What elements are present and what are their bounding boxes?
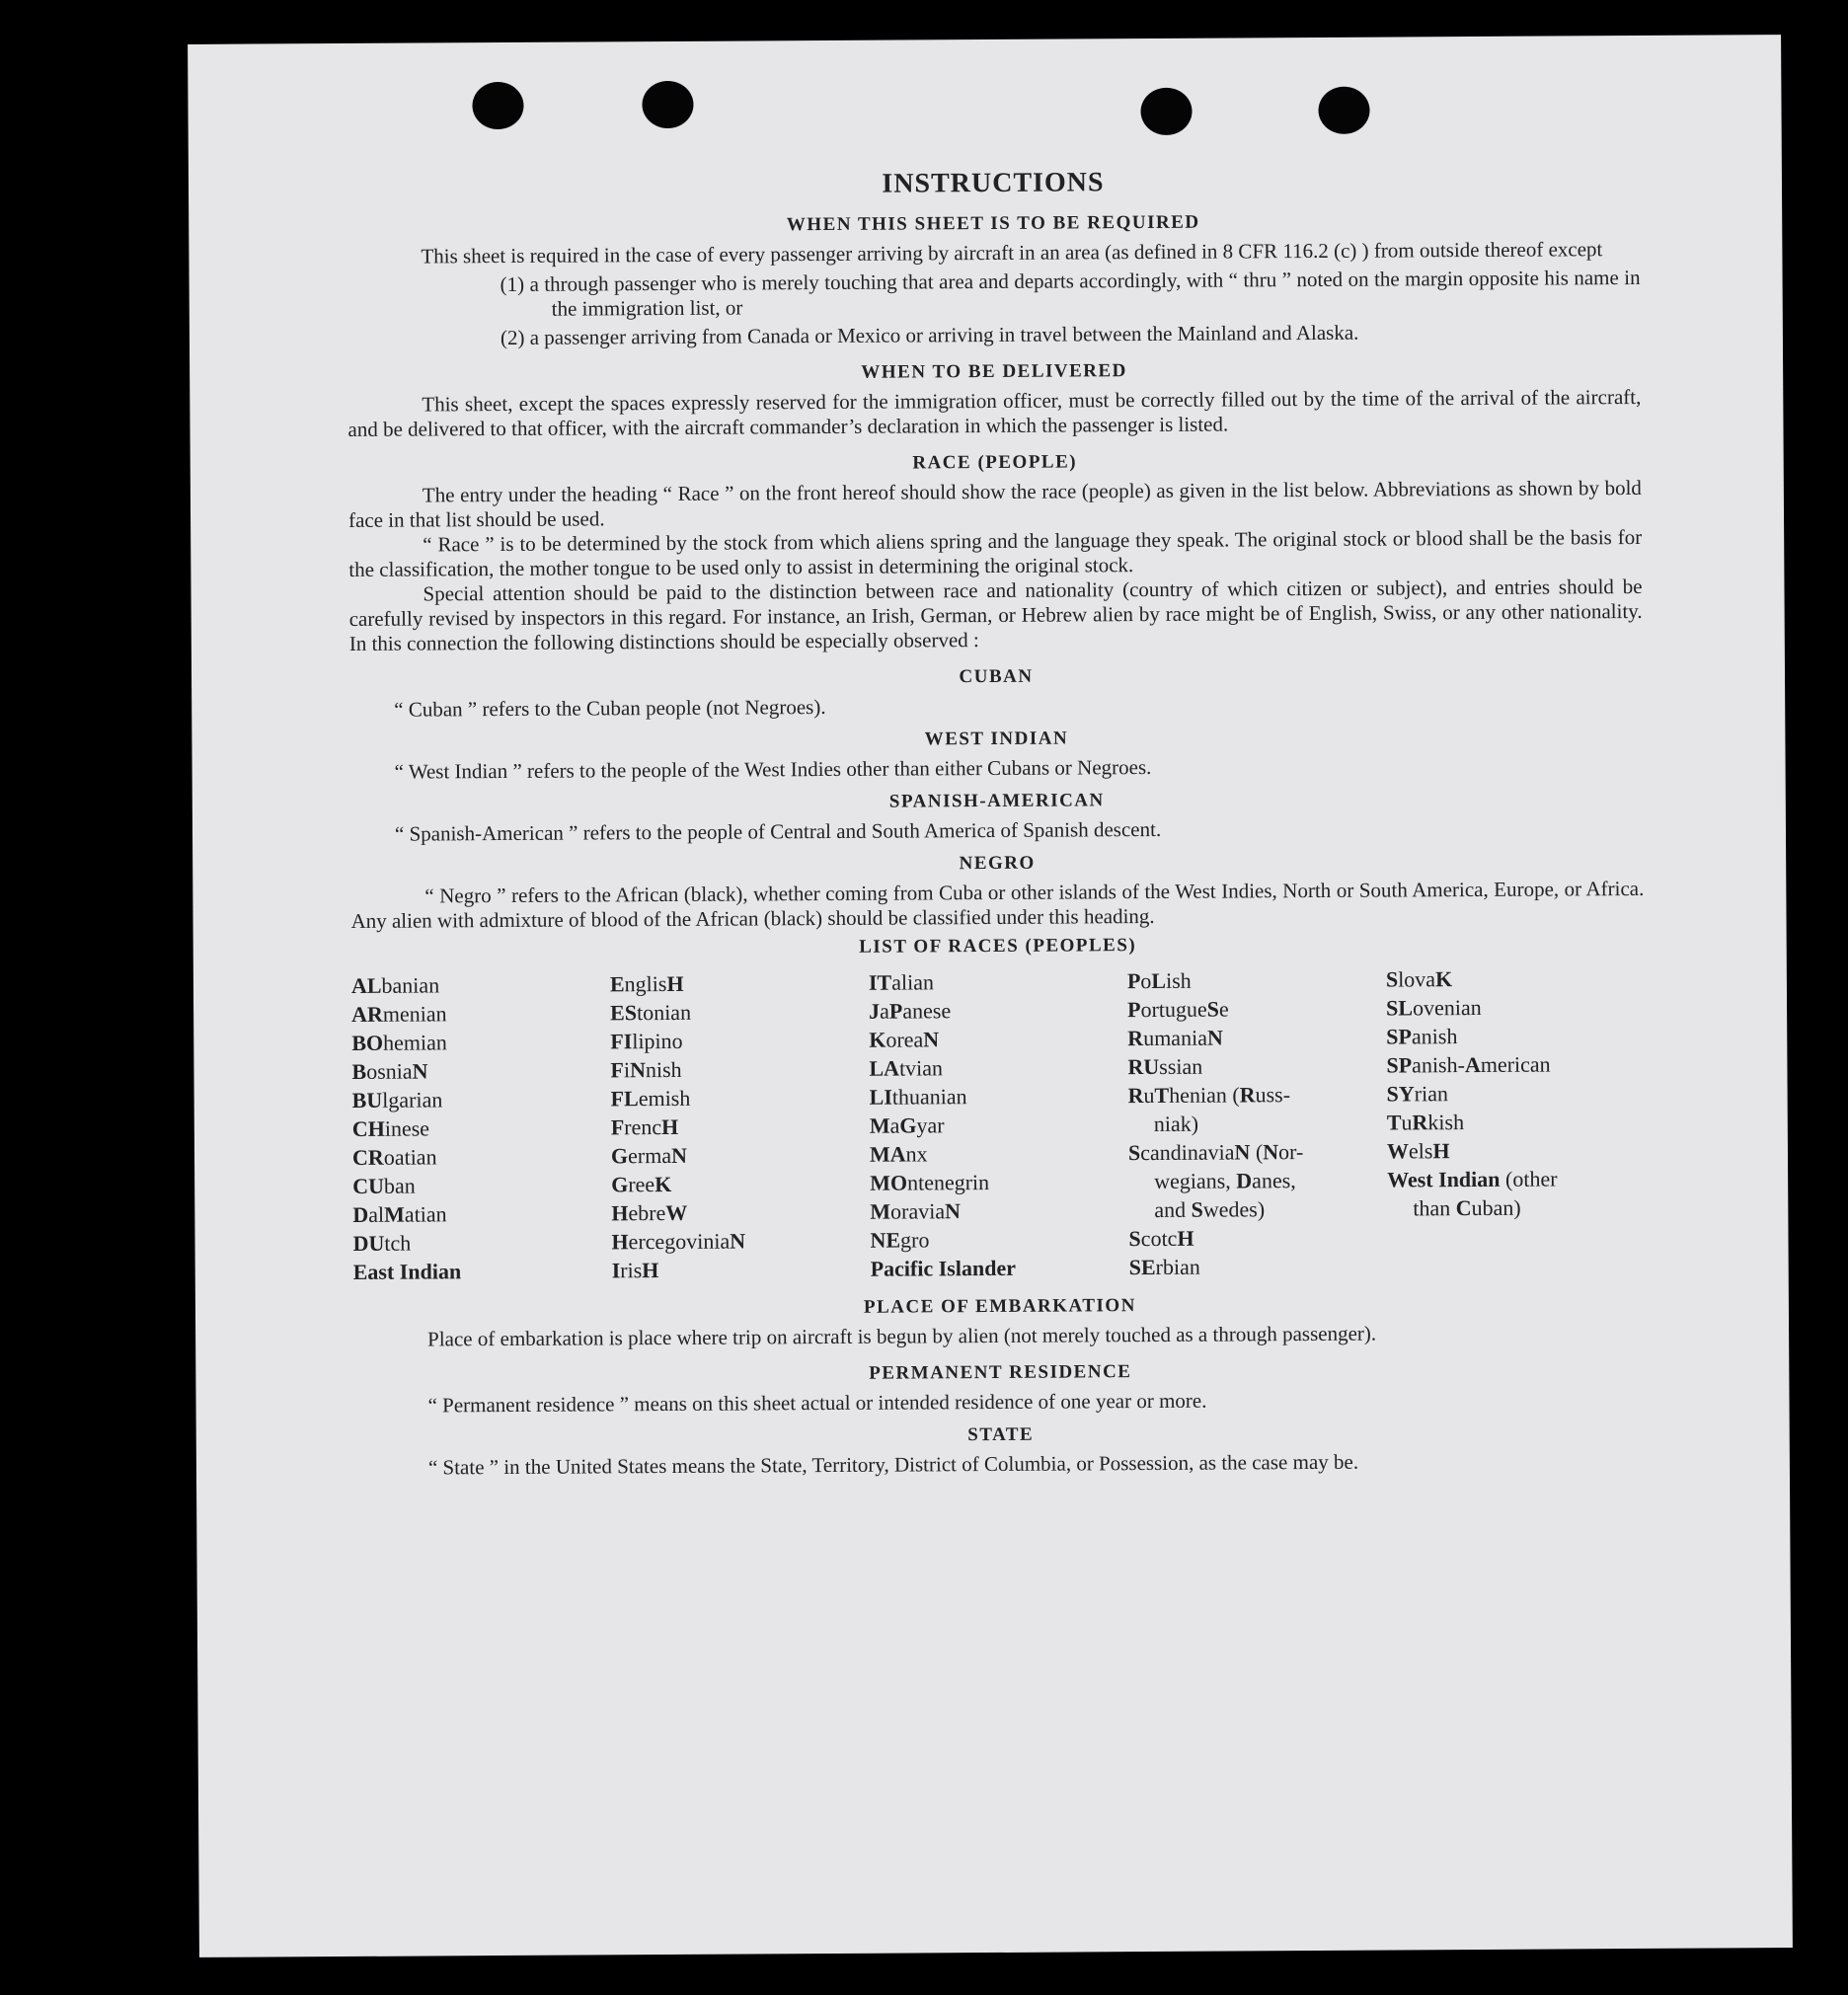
section-heading: PLACE OF EMBARKATION — [863, 1295, 1136, 1318]
race-entry: DUtch — [352, 1230, 412, 1256]
race-entry: wegians, Danes, — [1154, 1168, 1296, 1193]
race-entry: HebreW — [611, 1199, 688, 1226]
punch-hole — [1318, 87, 1369, 134]
race-entry: ITalian — [868, 969, 935, 995]
race-entry: SLovenian — [1386, 994, 1482, 1021]
race-entry: BosniaN — [351, 1058, 428, 1084]
race-column — [1386, 963, 1647, 1280]
section-heading: LIST OF RACES (PEOPLES) — [859, 935, 1137, 958]
race-entry: CUban — [352, 1173, 416, 1198]
section-heading: STATE — [967, 1423, 1035, 1446]
race-entry: FrencH — [610, 1113, 679, 1140]
paragraph: “ Negro ” refers to the African (black), whether coming from Cuba or other islands of the West Indies, North or South America, Europe, or Africa. Any alien with admixture of blood of the African (black) should be classified under this heading. — [350, 876, 1645, 933]
race-entry: HercegoviniaN — [611, 1228, 746, 1255]
race-entry: BOhemian — [351, 1030, 447, 1055]
race-entry: LIthuanian — [869, 1084, 967, 1110]
race-entry: PoLish — [1126, 967, 1192, 994]
race-entry: SPanish — [1386, 1024, 1458, 1049]
race-entry: KoreaN — [869, 1027, 940, 1052]
race-entry: East Indian — [352, 1259, 462, 1284]
race-entry: niak) — [1153, 1111, 1199, 1136]
race-entry: GreeK — [611, 1171, 672, 1197]
race-entry: CRoatian — [351, 1144, 437, 1170]
race-entry: and Swedes) — [1154, 1196, 1266, 1222]
paragraph: “ State ” in the United States means the State, Territory, District of Columbia, or Possession, as the case may be. — [427, 1449, 1359, 1480]
race-entry: EnglisH — [609, 970, 684, 997]
section-heading: WHEN THIS SHEET IS TO BE REQUIRED — [786, 211, 1200, 236]
race-entry: ARmenian — [351, 1001, 447, 1027]
race-entry: Pacific Islander — [870, 1255, 1017, 1281]
race-entry: RUssian — [1127, 1053, 1203, 1080]
race-entry: TuRkish — [1386, 1110, 1465, 1135]
race-entry: EStonian — [610, 999, 692, 1026]
section-heading: PERMANENT RESIDENCE — [869, 1361, 1132, 1384]
race-entry: NEgro — [870, 1227, 930, 1253]
paragraph: “ Cuban ” refers to the Cuban people (not Negroes). — [394, 695, 826, 722]
race-entry: DalMatian — [352, 1201, 447, 1227]
page-title: INSTRUCTIONS — [882, 167, 1105, 199]
race-entry: West Indian (other — [1387, 1166, 1558, 1192]
race-entry: SYrian — [1386, 1081, 1449, 1107]
race-column — [869, 966, 1129, 1283]
paragraph: This sheet is required in the case of every passenger arriving by aircraft in an area (as defined in 8 CFR 116.2 (c) ) from outside thereof except — [421, 237, 1603, 269]
section-heading: SPANISH-AMERICAN — [888, 790, 1105, 812]
race-entry: WelsH — [1386, 1138, 1450, 1164]
paragraph: Special attention should be paid to the distinction between race and nationality (country of which citizen or subject), and entries should be carefully revised by inspectors in this regard. For instance, an Irish, German, or Hebrew alien by race might be of English, Swiss, or any other nationality. In this connection the following distinctions should be especially observed : — [348, 574, 1643, 655]
race-entry: ALbanian — [350, 972, 440, 998]
paragraph: “ Spanish-American ” refers to the people of Central and South America of Spanish descent. — [394, 816, 1162, 846]
paragraph: “ Race ” is to be determined by the stock from which aliens spring and the language they speak. The original stock or blood shall be the basis for the classification, the mother tongue to be used only to assist in determining the original stock. — [348, 524, 1643, 581]
paragraph: The entry under the heading “ Race ” on the front hereof should show the race (people) as given in the list below. Abbreviations as shown by bold face in that list should be used. — [347, 475, 1642, 532]
punch-hole — [642, 81, 693, 128]
race-entry: MoraviaN — [870, 1198, 962, 1224]
race-entry: SlovaK — [1385, 966, 1453, 992]
race-entry: MOntenegrin — [870, 1170, 990, 1195]
race-entry: LAtvian — [869, 1055, 944, 1081]
race-list — [351, 963, 1647, 1286]
race-entry: FIlipino — [610, 1028, 683, 1054]
document-content — [346, 164, 1648, 1481]
list-item: (1) a through passenger who is merely touching that area and departs accordingly, with “ thru ” noted on the margin opposite his name in the immigration list, or — [500, 265, 1641, 321]
race-column — [610, 968, 871, 1285]
race-entry: JaPanese — [869, 998, 952, 1024]
race-entry: GermaN — [610, 1142, 688, 1169]
section-heading: WEST INDIAN — [924, 728, 1069, 750]
paragraph: Place of embarkation is place where trip on aircraft is begun by alien (not merely touched as a through passenger). — [427, 1321, 1377, 1351]
race-entry: FLemish — [610, 1085, 691, 1112]
race-entry: RuThenian (Russ- — [1127, 1082, 1291, 1109]
race-column — [351, 969, 612, 1286]
race-entry: MAnx — [869, 1141, 928, 1167]
punch-hole — [472, 82, 523, 129]
race-entry: FiNnish — [610, 1056, 682, 1083]
race-entry: ScotcH — [1128, 1225, 1194, 1252]
paragraph: This sheet, except the spaces expressly reserved for the immigration officer, must be correctly filled out by the time of the arrival of the aircraft, and be delivered to that officer, with the aircraft commander’s declaration in which the passenger is listed. — [347, 384, 1642, 441]
race-entry: than Cuban) — [1413, 1194, 1521, 1221]
list-item: (2) a passenger arriving from Canada or Mexico or arriving in travel between the Mainland and Alaska. — [500, 320, 1359, 350]
section-heading: WHEN TO BE DELIVERED — [861, 360, 1127, 383]
race-entry: IrisH — [611, 1258, 659, 1283]
race-entry: SPanish-American — [1386, 1051, 1551, 1078]
race-entry: SErbian — [1128, 1254, 1200, 1280]
paragraph: “ West Indian ” refers to the people of the West Indies other than either Cubans or Negroes. — [394, 754, 1152, 784]
race-column — [1127, 965, 1388, 1282]
race-entry: PortugueSe — [1127, 996, 1229, 1023]
section-heading: RACE (PEOPLE) — [912, 451, 1078, 474]
race-entry: ScandinaviaN (Nor- — [1127, 1139, 1304, 1166]
section-heading: CUBAN — [959, 665, 1034, 688]
paragraph: “ Permanent residence ” means on this sheet actual or intended residence of one year or more. — [427, 1388, 1207, 1418]
document-page — [188, 35, 1793, 1957]
race-entry: RumaniaN — [1127, 1025, 1223, 1051]
race-entry: CHinese — [351, 1115, 430, 1141]
section-heading: NEGRO — [959, 852, 1036, 875]
punch-hole — [1140, 88, 1192, 135]
race-entry: BUlgarian — [351, 1087, 443, 1113]
race-entry: MaGyar — [869, 1113, 945, 1138]
